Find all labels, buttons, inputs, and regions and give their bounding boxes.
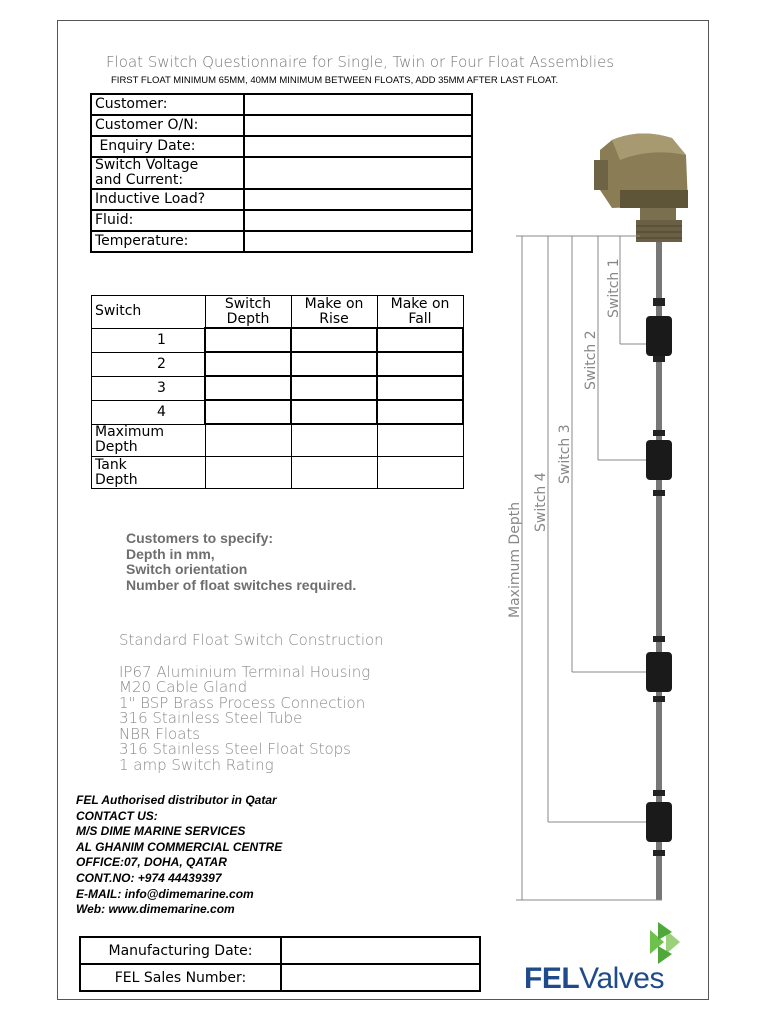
switch-row-label: 1	[92, 328, 206, 352]
switch-2-dimension-label: Switch 2	[583, 330, 599, 390]
specify-line: Depth in mm,	[126, 545, 215, 562]
switch-4-dimension-label: Switch 4	[533, 472, 549, 532]
logo-text-valves: Valves	[579, 962, 664, 995]
fluid-label: Fluid:	[91, 210, 244, 231]
max-depth-label-line2: Depth	[95, 439, 138, 456]
switch-voltage-label-line2: and Current:	[95, 172, 184, 188]
contact-line: CONTACT US:	[76, 808, 158, 823]
switch-row-label: 4	[92, 400, 206, 424]
fel-valves-logo	[524, 918, 704, 998]
make-on-rise-header-line2: Rise	[319, 310, 349, 327]
contact-line: M/S DIME MARINE SERVICES	[76, 824, 246, 839]
construction-item: NBR Floats	[119, 724, 201, 743]
switch-depth-header-line1: Switch	[224, 295, 272, 312]
inductive-load-label: Inductive Load?	[91, 189, 244, 210]
contact-line: OFFICE:07, DOHA, QATAR	[76, 855, 227, 870]
switch-voltage-label-line1: Switch Voltage	[95, 157, 199, 173]
make-on-fall-header-line1: Make on	[390, 295, 450, 312]
make-on-rise-header-line1: Make on	[304, 295, 364, 312]
tank-depth-label-line2: Depth	[95, 471, 138, 488]
terminal-housing	[594, 133, 688, 208]
contact-web[interactable]: Web: www.dimemarine.com	[76, 902, 235, 917]
construction-item: IP67 Aluminium Terminal Housing	[119, 662, 371, 681]
customer-label: Customer:	[91, 94, 244, 115]
logo-text-fel: FEL	[524, 962, 580, 995]
switch-3-dimension-label: Switch 3	[557, 424, 573, 484]
max-depth-label-line1: Maximum	[95, 424, 164, 441]
specify-line: Customers to specify:	[126, 530, 274, 546]
switch-row-label: 3	[92, 376, 206, 400]
logo-text	[524, 962, 664, 996]
max-depth-dimension-label: Maximum Depth	[507, 501, 523, 618]
manufacturing-date-label: Manufacturing Date:	[80, 937, 281, 964]
switch-row-label: 2	[92, 352, 206, 376]
construction-item: 316 Stainless Steel Tube	[119, 709, 303, 727]
specify-line: Switch orientation	[126, 561, 248, 577]
construction-heading: Standard Float Switch Construction	[119, 631, 384, 649]
enquiry-date-label: Enquiry Date:	[91, 136, 244, 157]
switch-1-dimension-label: Switch 1	[606, 258, 622, 318]
page-subtitle: FIRST FLOAT MINIMUM 65MM, 40MM MINIMUM BETWEEN FLOATS, ADD 35MM AFTER LAST FLOAT.	[111, 75, 559, 86]
temperature-label: Temperature:	[91, 231, 244, 252]
contact-email[interactable]: E-MAIL: info@dimemarine.com	[76, 886, 254, 901]
construction-item: M20 Cable Gland	[119, 678, 248, 696]
contact-line: AL GHANIM COMMERCIAL CENTRE	[76, 839, 283, 854]
page-title: Float Switch Questionnaire for Single, Twin or Four Float Assemblies	[106, 53, 615, 71]
contact-line: CONT.NO: +974 44439397	[76, 870, 222, 885]
construction-item: 316 Stainless Steel Float Stops	[119, 740, 351, 758]
specify-line: Number of float switches required.	[126, 576, 357, 593]
tank-depth-label-line1: Tank	[95, 456, 127, 473]
sales-number-label: FEL Sales Number:	[80, 964, 281, 991]
switch-header: Switch	[92, 296, 206, 329]
make-on-fall-header-line2: Fall	[408, 310, 432, 327]
process-connection	[636, 208, 682, 242]
customer-on-label: Customer O/N:	[91, 115, 244, 136]
construction-item: 1" BSP Brass Process Connection	[119, 693, 366, 712]
construction-item: 1 amp Switch Rating	[119, 755, 274, 774]
logo-arrow-icon	[524, 918, 704, 968]
switch-depth-header-line2: Depth	[226, 310, 270, 327]
contact-line: FEL Authorised distributor in Qatar	[76, 793, 277, 807]
